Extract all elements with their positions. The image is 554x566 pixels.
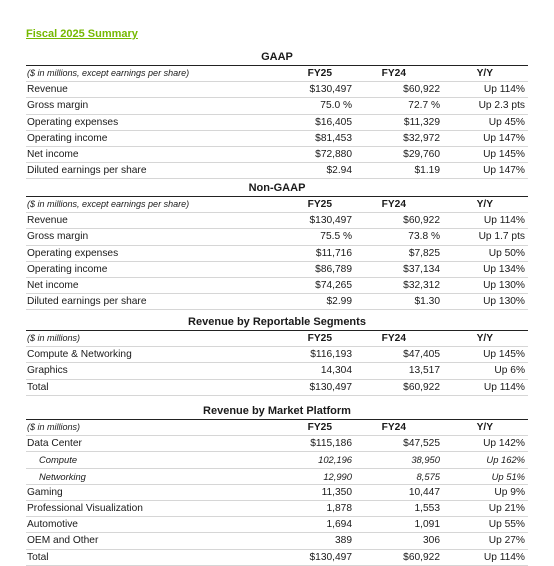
value-fy25: 75.0 % <box>320 100 352 112</box>
table-row <box>26 517 528 533</box>
value-fy24: $60,922 <box>403 381 440 393</box>
value-yy: Up 114% <box>483 551 525 563</box>
value-fy25: 12,990 <box>323 470 352 482</box>
value-fy25: $130,497 <box>309 84 352 96</box>
value-fy24: 10,447 <box>408 486 440 498</box>
value-fy25: 389 <box>335 535 352 547</box>
value-fy25: $16,405 <box>315 116 352 128</box>
value-fy25: $130,497 <box>309 215 352 227</box>
value-yy: Up 134% <box>483 263 525 275</box>
value-fy25: $72,880 <box>315 148 352 160</box>
value-fy25: 1,878 <box>326 502 352 514</box>
value-yy: Up 9% <box>494 486 525 498</box>
col-header-yy: Y/Y <box>476 333 493 344</box>
row-label: Gaming <box>27 486 63 498</box>
table-row <box>26 347 528 363</box>
value-fy25: $2.99 <box>326 296 352 308</box>
value-fy24: $1.30 <box>414 296 440 308</box>
value-yy: Up 142% <box>483 438 525 450</box>
col-header-fy24: FY24 <box>381 333 406 344</box>
col-header-fy25: FY25 <box>307 422 332 433</box>
row-label: Compute <box>39 454 78 466</box>
value-fy24: $32,972 <box>403 132 440 144</box>
value-fy24: $11,329 <box>403 116 440 128</box>
value-fy25: $86,789 <box>315 263 352 275</box>
row-label: Operating expenses <box>27 116 119 128</box>
value-fy24: $7,825 <box>408 247 440 259</box>
table-row <box>26 262 528 278</box>
value-fy25: $81,453 <box>315 132 352 144</box>
value-fy25: $74,265 <box>315 279 352 291</box>
table-row <box>26 278 528 294</box>
value-fy24: 13,517 <box>408 365 440 377</box>
value-fy25: $130,497 <box>309 381 352 393</box>
value-fy25: 11,350 <box>321 486 352 498</box>
value-yy: Up 130% <box>483 296 525 308</box>
value-yy: Up 45% <box>488 116 525 128</box>
value-fy25: $130,497 <box>309 551 352 563</box>
value-yy: Up 114% <box>483 215 525 227</box>
value-fy24: $29,760 <box>403 148 440 160</box>
row-label: Operating income <box>27 132 108 144</box>
value-fy24: 1,091 <box>414 519 440 531</box>
row-label: Operating expenses <box>27 247 119 259</box>
row-label: Net income <box>27 279 79 291</box>
value-yy: Up 21% <box>488 502 525 514</box>
market-platform-table <box>26 404 528 566</box>
value-yy: Up 162% <box>486 454 525 466</box>
value-fy25: 1,694 <box>326 519 352 531</box>
value-fy24: 8,575 <box>416 470 440 482</box>
row-label: Gross margin <box>27 100 89 112</box>
value-yy: Up 130% <box>483 279 525 291</box>
table-row <box>26 213 528 229</box>
value-fy24: 1,553 <box>414 502 440 514</box>
table-row <box>26 229 528 245</box>
value-fy24: $32,312 <box>403 279 440 291</box>
value-yy: Up 2.3 pts <box>478 100 525 112</box>
value-yy: Up 1.7 pts <box>478 231 525 243</box>
row-label: Revenue <box>27 215 68 227</box>
value-yy: Up 114% <box>483 84 525 96</box>
value-fy24: 73.8 % <box>408 231 440 243</box>
value-fy24: $1.19 <box>414 165 440 177</box>
table-row <box>26 501 528 517</box>
row-label: Diluted earnings per share <box>27 165 147 177</box>
table-row <box>26 363 528 379</box>
value-yy: Up 147% <box>483 132 525 144</box>
column-header-row <box>26 331 528 347</box>
page-title: Fiscal 2025 Summary <box>26 28 138 40</box>
col-header-fy25: FY25 <box>307 68 332 79</box>
col-header-fy25: FY25 <box>307 333 332 344</box>
row-label: Gross margin <box>27 231 89 243</box>
value-yy: Up 145% <box>483 148 525 160</box>
value-yy: Up 27% <box>488 535 525 547</box>
value-fy24: $60,922 <box>403 551 440 563</box>
col-header-yy: Y/Y <box>476 199 493 210</box>
value-yy: Up 114% <box>483 381 525 393</box>
value-yy: Up 147% <box>483 165 525 177</box>
value-yy: Up 51% <box>491 470 525 482</box>
section-heading: Non-GAAP <box>26 181 528 197</box>
gaap-table <box>26 50 528 179</box>
row-label: Professional Visualization <box>27 502 143 514</box>
table-row <box>26 163 528 179</box>
value-fy24: $47,405 <box>403 349 440 361</box>
section-heading: Revenue by Market Platform <box>26 404 528 420</box>
row-label: Automotive <box>27 519 78 531</box>
value-yy: Up 55% <box>488 519 525 531</box>
table-row <box>26 147 528 163</box>
value-fy24: 72.7 % <box>408 100 440 112</box>
value-fy25: $116,193 <box>310 349 352 361</box>
table-row <box>26 115 528 131</box>
table-row <box>26 533 528 549</box>
value-yy: Up 6% <box>494 365 525 377</box>
units-note: ($ in millions, except earnings per share) <box>27 68 190 78</box>
row-label: Revenue <box>27 84 68 96</box>
row-label: Total <box>27 551 49 563</box>
value-fy25: $2.94 <box>326 165 352 177</box>
row-label: Networking <box>39 470 86 482</box>
value-fy24: 306 <box>423 535 440 547</box>
row-label: Operating income <box>27 263 108 275</box>
value-fy25: 14,304 <box>320 365 352 377</box>
value-fy24: 38,950 <box>411 454 440 466</box>
row-label: OEM and Other <box>27 535 99 547</box>
col-header-fy25: FY25 <box>307 199 332 210</box>
units-note: ($ in millions) <box>27 422 81 432</box>
row-label: Diluted earnings per share <box>27 296 147 308</box>
value-fy24: $60,922 <box>403 84 440 96</box>
table-row <box>26 131 528 147</box>
table-row <box>26 294 528 310</box>
table-row <box>26 246 528 262</box>
col-header-yy: Y/Y <box>476 68 493 79</box>
value-fy24: $37,134 <box>403 263 440 275</box>
value-fy24: $60,922 <box>403 215 440 227</box>
value-fy25: 102,196 <box>318 454 352 466</box>
table-row <box>26 469 528 485</box>
table-row <box>26 452 528 468</box>
column-header-row <box>26 420 528 436</box>
value-fy24: $47,525 <box>403 438 440 450</box>
value-fy25: $11,716 <box>315 247 352 259</box>
table-row <box>26 485 528 501</box>
col-header-fy24: FY24 <box>381 68 406 79</box>
row-label: Net income <box>27 148 79 160</box>
segments-table <box>26 315 528 396</box>
row-label: Total <box>27 381 49 393</box>
table-row <box>26 98 528 114</box>
col-header-fy24: FY24 <box>381 422 406 433</box>
table-row <box>26 436 528 452</box>
section-heading: GAAP <box>26 50 528 66</box>
row-label: Data Center <box>27 438 82 450</box>
value-yy: Up 50% <box>488 247 525 259</box>
value-fy25: $115,186 <box>310 438 352 450</box>
table-row <box>26 82 528 98</box>
col-header-fy24: FY24 <box>381 199 406 210</box>
units-note: ($ in millions) <box>27 333 81 343</box>
value-yy: Up 145% <box>483 349 525 361</box>
section-heading: Revenue by Reportable Segments <box>26 315 528 331</box>
table-row <box>26 380 528 396</box>
row-label: Compute & Networking <box>27 349 132 361</box>
row-label: Graphics <box>27 365 68 377</box>
units-note: ($ in millions, except earnings per share) <box>27 199 190 209</box>
value-fy25: 75.5 % <box>320 231 352 243</box>
column-header-row <box>26 66 528 82</box>
column-header-row <box>26 197 528 213</box>
non-gaap-table <box>26 181 528 310</box>
col-header-yy: Y/Y <box>476 422 493 433</box>
